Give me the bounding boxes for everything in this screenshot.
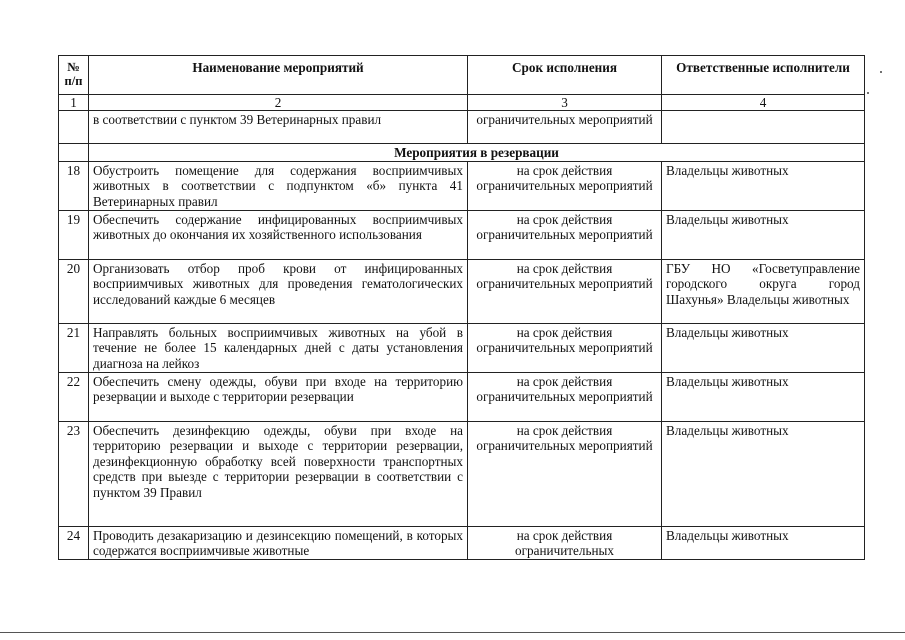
cell-term: на срок действия ограничительных мероприятий	[468, 421, 662, 526]
cell-number: 24	[59, 526, 89, 559]
column-number: 4	[662, 95, 865, 111]
measures-table	[58, 55, 865, 560]
cell-responsible: Владельцы животных	[662, 372, 865, 421]
cell-term: на срок действия ограничительных мероприятий	[468, 259, 662, 323]
cell-responsible	[662, 111, 865, 144]
cell-term: на срок действия ограничительных	[468, 526, 662, 559]
cell-responsible: Владельцы животных	[662, 323, 865, 372]
cell-name: Обеспечить дезинфекцию одежды, обуви при входе на территорию резервации и выходе с территории резервации, дезинфекционную обработку всей поверхности транспортных средств при выезде с территории резервации в соответствии с пунктом 39 Правил	[89, 421, 468, 526]
cell-number	[59, 144, 89, 162]
continuation-row	[59, 111, 865, 144]
cell-number: 18	[59, 161, 89, 210]
cell-number: 19	[59, 210, 89, 259]
cell-name: Обустроить помещение для содержания восприимчивых животных в соответствии с подпунктом «б» пункта 41 Ветеринарных правил	[89, 161, 468, 210]
column-number: 1	[59, 95, 89, 111]
column-number: 2	[89, 95, 468, 111]
table-row	[59, 526, 865, 559]
scan-edge-line	[0, 632, 905, 633]
header-name: Наименование мероприятий	[89, 56, 468, 95]
cell-name: в соответствии с пунктом 39 Ветеринарных правил	[89, 111, 468, 144]
cell-responsible: ГБУ НО «Госветуправление городского округа город Шахунья» Владельцы животных	[662, 259, 865, 323]
scan-speck	[867, 92, 869, 94]
table-header-row	[59, 56, 865, 95]
cell-name: Организовать отбор проб крови от инфицированных восприимчивых животных для проведения гематологических исследований каждые 6 месяцев	[89, 259, 468, 323]
section-title: Мероприятия в резервации	[89, 144, 865, 162]
cell-name: Направлять больных восприимчивых животных на убой в течение не более 15 календарных дней с даты установления диагноза на лейкоз	[89, 323, 468, 372]
cell-number: 22	[59, 372, 89, 421]
cell-number: 21	[59, 323, 89, 372]
cell-term: на срок действия ограничительных мероприятий	[468, 210, 662, 259]
cell-responsible: Владельцы животных	[662, 161, 865, 210]
table-row	[59, 210, 865, 259]
header-responsible: Ответственные исполнители	[662, 56, 865, 95]
column-number: 3	[468, 95, 662, 111]
cell-responsible: Владельцы животных	[662, 526, 865, 559]
table-row	[59, 161, 865, 210]
cell-responsible: Владельцы животных	[662, 210, 865, 259]
table-row	[59, 372, 865, 421]
cell-responsible: Владельцы животных	[662, 421, 865, 526]
cell-term: на срок действия ограничительных мероприятий	[468, 372, 662, 421]
header-term: Срок исполнения	[468, 56, 662, 95]
cell-name: Обеспечить смену одежды, обуви при входе на территорию резервации и выходе с территории резервации	[89, 372, 468, 421]
cell-number: 20	[59, 259, 89, 323]
section-row	[59, 144, 865, 162]
table-row	[59, 259, 865, 323]
table-row	[59, 421, 865, 526]
cell-term: на срок действия ограничительных мероприятий	[468, 161, 662, 210]
header-number: № п/п	[59, 56, 89, 95]
cell-number: 23	[59, 421, 89, 526]
cell-name: Обеспечить содержание инфицированных восприимчивых животных до окончания их хозяйственного использования	[89, 210, 468, 259]
column-number-row	[59, 95, 865, 111]
cell-term: на срок действия ограничительных мероприятий	[468, 323, 662, 372]
cell-term: ограничительных мероприятий	[468, 111, 662, 144]
scan-speck	[880, 71, 882, 73]
cell-number	[59, 111, 89, 144]
cell-name: Проводить дезакаризацию и дезинсекцию помещений, в которых содержатся восприимчивые животные	[89, 526, 468, 559]
table-row	[59, 323, 865, 372]
